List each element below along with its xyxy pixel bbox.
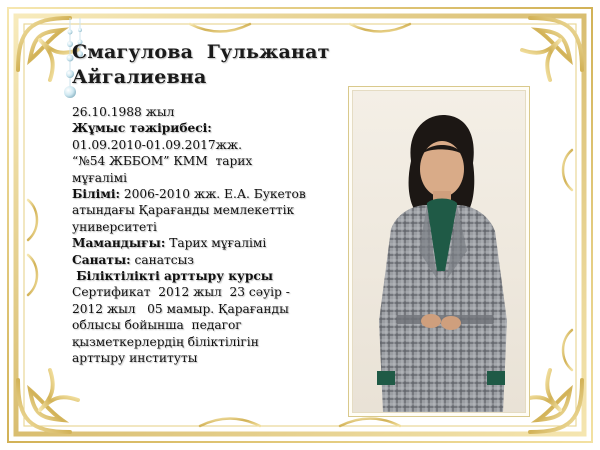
workplace-line1: “№54 ЖББОМ” КММ тарих [72,154,253,169]
training-line3: облысы бойынша педагог [72,318,242,333]
category-row [72,252,340,268]
education-line2: атындағы Қарағанды мемлекеттік [72,203,295,218]
side-ornament-left [28,200,37,295]
bottom-ornament [200,419,400,427]
corner-flourish-bottom-left [18,370,78,432]
specialty-row [72,235,340,251]
education-line1: 2006-2010 жж. Е.А. Букетов [119,187,306,202]
teacher-photo [352,90,526,413]
teacher-bio [72,104,340,367]
education-line3: университеті [72,219,157,234]
teacher-info [72,40,340,367]
corner-flourish-bottom-right [522,370,582,432]
training-line4: қызметкерлердің біліктілігін [72,334,259,349]
training-line5: арттыру институты [72,351,198,366]
side-ornament-right [563,150,572,370]
training-label: Біліктілікті арттыру курсы [72,269,274,284]
training-line1: Сертификат 2012 жыл 23 сәуір - [72,285,290,300]
birth-date: 26.10.1988 жыл [72,105,175,119]
training-line2: 2012 жыл 05 мамыр. Қарағанды [72,301,289,316]
teacher-name [72,40,340,90]
top-ornament [190,24,410,32]
name-line1: Смагулова Гульжанат [72,41,330,63]
corner-flourish-top-right [522,18,582,80]
specialty-value: Тарих мұғалімі [165,236,267,251]
specialty-label: Мамандығы: [72,236,166,251]
name-line2: Айгалиевна [72,66,207,88]
experience-label: Жұмыс тәжірибесі: [72,121,212,136]
category-label: Санаты: [72,252,131,267]
category-value: санатсыз [130,252,194,267]
education-row [72,186,340,202]
experience-period: 01.09.2010-01.09.2017жж. [72,137,242,152]
workplace-line2: мұғалімі [72,170,128,185]
education-label: Білімі: [72,187,120,202]
